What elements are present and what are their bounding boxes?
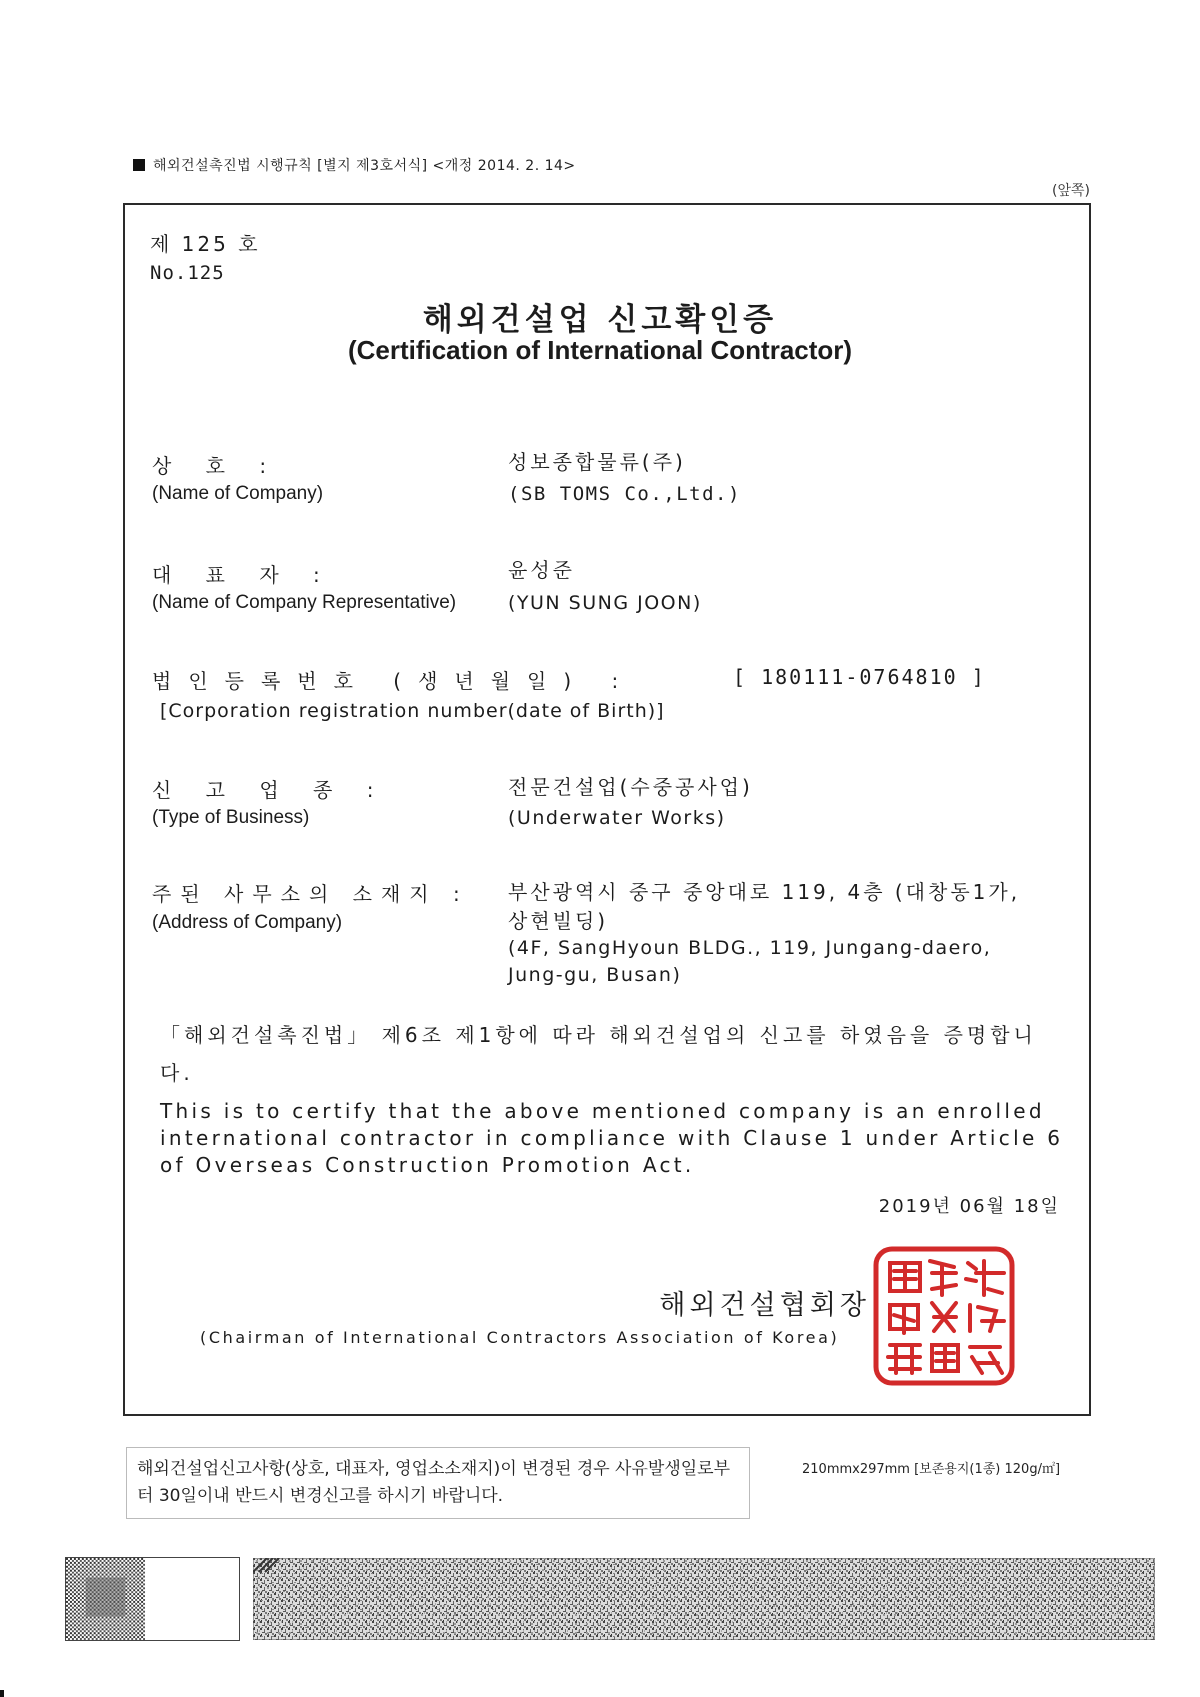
address-value-ko-line1: 부산광역시 중구 중앙대로 119, 4층 (대창동1가, xyxy=(508,880,1021,904)
statement-ko: 「해외건설촉진법」 제6조 제1항에 따라 해외건설업의 신고를 하였음을 증명합니다. xyxy=(160,1023,1037,1085)
company-label-ko: 상 호 : xyxy=(152,454,281,478)
issuer-title-ko: 해외건설협회장 xyxy=(659,1290,870,1321)
business-type-label-ko: 신 고 업 종 : xyxy=(152,778,388,802)
scan-artifact xyxy=(0,1690,4,1697)
address-label-en: (Address of Company) xyxy=(152,912,343,933)
security-code-right xyxy=(253,1558,1155,1640)
issue-date: 2019년 06월 18일 xyxy=(878,1196,1060,1217)
representative-value-ko: 윤성준 xyxy=(508,558,575,582)
seal-glyphs xyxy=(888,1261,1004,1373)
company-label-en: (Name of Company) xyxy=(152,483,324,504)
business-type-value-ko: 전문건설업(수중공사업) xyxy=(508,775,753,799)
side-label: (앞쪽) xyxy=(1052,183,1090,199)
statement-en: This is to certify that the above mentioned company is an enrolled international contractor in compliance with Clause 1 under Article 6 of Overseas Construction Promotion Act. xyxy=(160,1099,1064,1177)
address-value-en-line2: Jung-gu, Busan) xyxy=(508,964,682,986)
address-value-ko-line2: 상현빌딩) xyxy=(508,909,609,933)
certificate-title-ko: 해외건설업 신고확인증 xyxy=(422,302,778,338)
registration-number: [ 180111-0764810 ] xyxy=(733,665,986,689)
form-reference-text: 해외건설촉진법 시행규칙 [별지 제3호서식] <개정 2014. 2. 14> xyxy=(153,158,576,174)
certificate-number-ko: 제 125 호 xyxy=(150,232,261,256)
representative-label-ko: 대 표 자 : xyxy=(152,563,334,587)
certificate-title-en: (Certification of International Contractor) xyxy=(347,335,853,365)
registration-label-ko: 법인등록번호 (생년월일) : xyxy=(152,669,636,693)
change-notice-box: 해외건설업신고사항(상호, 대표자, 영업소소재지)이 변경된 경우 사유발생일로부터 30일이내 반드시 변경신고를 하시기 바랍니다. xyxy=(126,1447,750,1519)
address-label-ko: 주된 사무소의 소재지 : xyxy=(152,882,469,906)
company-value-en: (SB TOMS Co.,Ltd.) xyxy=(508,483,741,505)
square-bullet-icon xyxy=(133,159,145,171)
business-type-value-en: (Underwater Works) xyxy=(508,807,726,829)
address-value-en-line1: (4F, SangHyoun BLDG., 119, Jungang-daero, xyxy=(508,937,992,959)
official-seal-stamp xyxy=(872,1245,1016,1387)
form-reference xyxy=(133,155,576,175)
representative-label-en: (Name of Company Representative) xyxy=(152,592,457,613)
certificate-number-en: No.125 xyxy=(150,262,225,284)
registration-label-en: [Corporation registration number(date of Birth)] xyxy=(160,700,665,722)
company-value-ko: 성보종합물류(주) xyxy=(508,450,686,474)
issuer-title-en: (Chairman of International Contractors Association of Korea) xyxy=(200,1328,840,1347)
paper-spec: 210mmx297mm [보존용지(1종) 120g/㎡] xyxy=(802,1462,1061,1477)
business-type-label-en: (Type of Business) xyxy=(152,807,310,828)
representative-value-en: (YUN SUNG JOON) xyxy=(508,592,702,614)
security-code-left xyxy=(65,1557,240,1641)
